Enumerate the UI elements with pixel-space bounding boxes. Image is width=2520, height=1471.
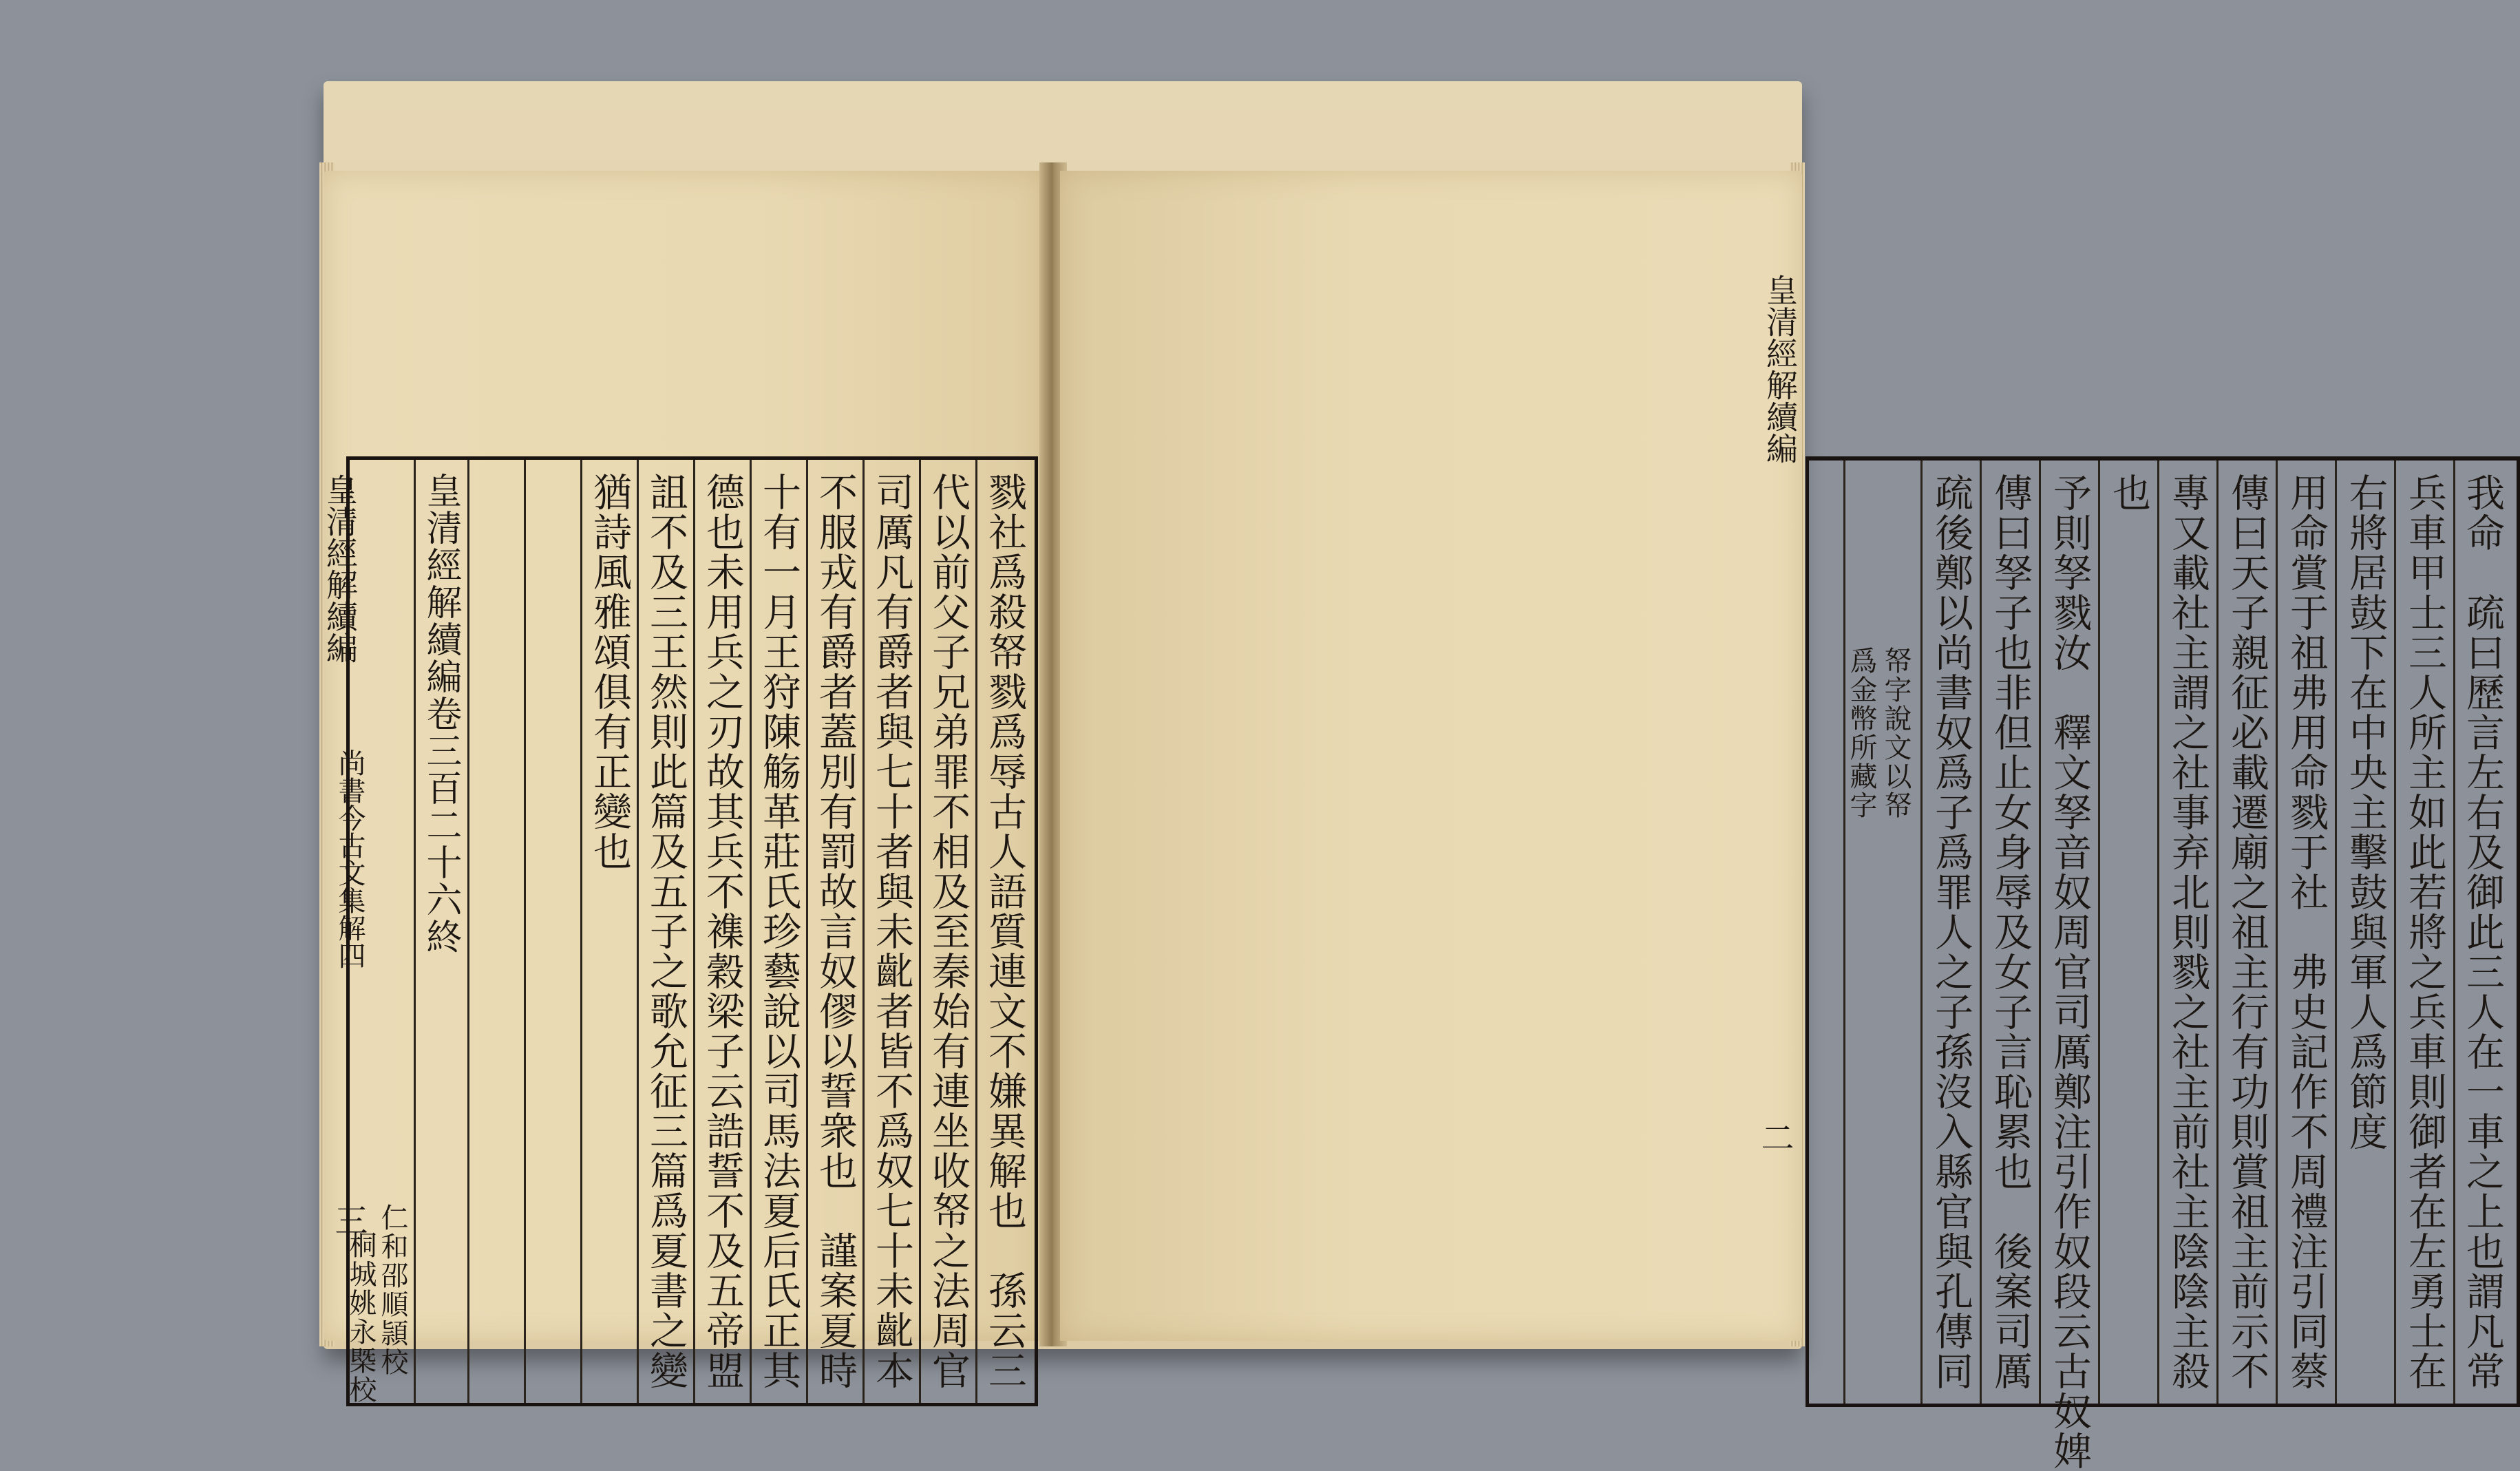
text-column: 德也未用兵之刃故其兵不襍穀梁子云誥誓不及五帝盟 (700, 472, 745, 1390)
colophon-line-1: 仁和邵順頴校 (377, 1203, 408, 1377)
left-margin-title: 皇清經解續編 (321, 474, 359, 664)
column-rule (2039, 461, 2041, 1404)
volume-end-line: 皇清經解續編卷三百二十六終 (420, 472, 461, 955)
column-rule (1920, 461, 1923, 1404)
text-column: 詛不及三王然則此篇及五子之歌允征三篇爲夏書之變 (644, 472, 688, 1390)
text-column: 不服戎有爵者蓋別有罰故言奴僇以誓衆也 謹案夏時 (813, 472, 858, 1390)
right-margin-title: 皇清經解續編 (1761, 274, 1799, 464)
column-rule (2394, 461, 2396, 1404)
right-folio-number: 二 (1755, 1121, 1794, 1154)
column-rule (1980, 461, 1982, 1404)
column-rule (2335, 461, 2337, 1404)
column-rule (2276, 461, 2278, 1404)
open-book (321, 81, 2505, 1471)
text-column: 十有一月王狩陳觞革莊氏珍藝說以司馬法夏后氏正其 (756, 472, 801, 1390)
right-frame-inner-line (1806, 461, 1809, 1404)
left-frame-outer-line (1035, 460, 1038, 1403)
left-margin-section: 尚書今古文集解四 (334, 749, 366, 969)
left-text-frame (346, 456, 1038, 1406)
column-rule (467, 460, 469, 1403)
column-rule (862, 460, 865, 1403)
column-rule (806, 460, 808, 1403)
text-column: 猶詩風雅頌俱有正變也 (587, 472, 632, 871)
text-column: 戮社爲殺帑戮爲辱古人語質連文不嫌異解也 孫云三 (982, 472, 1027, 1390)
column-rule (637, 460, 639, 1403)
text-column: 傳曰天子親征必載遷廟之祖主行有功則賞祖主前示不 (2225, 473, 2269, 1391)
column-rule (2453, 461, 2455, 1404)
colophon-line-2: 桐城姚永槩校 (345, 1231, 377, 1404)
annotation-note: 爲金幣所藏字 (1845, 646, 1877, 820)
column-rule (2157, 461, 2159, 1404)
right-frame-outer-line (2517, 461, 2520, 1404)
text-column: 專又載社主謂之社事弃北則戮之社主前社主陰陰主殺 (2166, 473, 2210, 1391)
text-column: 予則孥戮汝 釋文孥音奴周官司厲鄭注引作奴段云古奴婢 (2047, 473, 2092, 1471)
text-column: 兵車甲士三人所主如此若將之兵車則御者在左勇士在 (2402, 473, 2447, 1391)
left-folio-number: 三 (329, 1203, 368, 1236)
right-text-frame (1806, 456, 2520, 1471)
text-column: 司厲凡有爵者與七十者與未齔者皆不爲奴七十未齔本 (869, 472, 914, 1390)
column-rule (919, 460, 921, 1403)
column-rule (2098, 461, 2100, 1404)
column-rule (975, 460, 977, 1403)
text-column: 用命賞于祖弗用命戮于社 弗史記作不周禮注引同蔡 (2284, 473, 2329, 1391)
left-page (321, 171, 1045, 1404)
text-column: 疏後鄭以尚書奴爲子爲罪人之子孫沒入縣官與孔傳同 (1929, 473, 1973, 1391)
column-rule (414, 460, 416, 1403)
text-column: 也 (2106, 473, 2151, 513)
right-page (1060, 171, 2505, 1471)
text-column: 我命 疏曰歷言左右及御此三人在一車之上也謂凡常 (2460, 473, 2505, 1391)
column-rule (580, 460, 582, 1403)
text-column: 傳曰孥子也非但止女身辱及女子言恥累也 後案司厲 (1988, 473, 2033, 1391)
text-column: 代以前父子兄弟罪不相及至秦始有連坐收帑之法周官 (926, 472, 971, 1390)
column-rule (693, 460, 695, 1403)
column-rule (750, 460, 752, 1403)
text-column: 右將居鼓下在中央主擊鼓與軍人爲節度 (2343, 473, 2388, 1152)
annotation-note: 帑字說文以帑 (1880, 646, 1912, 820)
column-rule (2216, 461, 2219, 1404)
column-rule (1843, 461, 1845, 1404)
column-rule (524, 460, 526, 1403)
